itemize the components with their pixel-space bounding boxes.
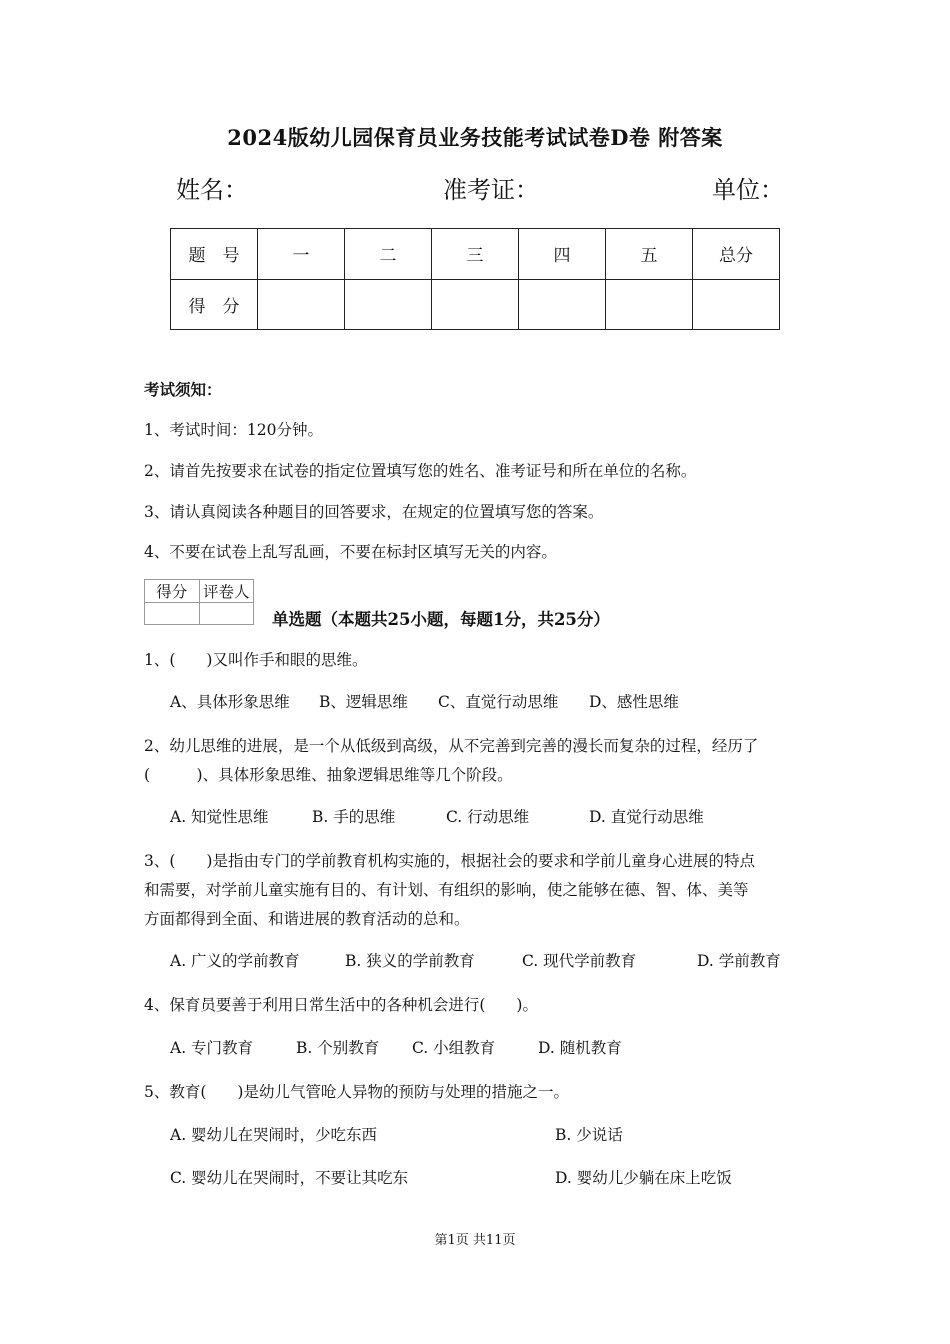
grader-box <box>144 579 254 625</box>
score-table-header-cell: 一 <box>258 229 345 280</box>
notice-item: 4、不要在试卷上乱写乱画，不要在标封区填写无关的内容。 <box>144 543 557 561</box>
option-a[interactable]: A. 专门教育 <box>170 1039 254 1057</box>
option-c[interactable]: C. 行动思维 <box>446 808 530 826</box>
option-d[interactable]: D. 学前教育 <box>697 952 781 970</box>
score-cell[interactable] <box>258 279 345 330</box>
score-cell[interactable] <box>606 279 693 330</box>
section-title: 单选题（本题共25小题，每题1分，共25分） <box>272 610 610 629</box>
option-c[interactable]: C. 现代学前教育 <box>522 952 637 970</box>
option-b[interactable]: B. 手的思维 <box>312 808 396 826</box>
question-text: 3、( )是指由专门的学前教育机构实施的，根据社会的要求和学前儿童身心进展的特点 <box>144 852 755 870</box>
score-table-header-cell: 题 号 <box>171 229 258 280</box>
exam-title: 2024版幼儿园保育员业务技能考试试卷D卷 附答案 <box>227 125 723 150</box>
option-a[interactable]: A. 知觉性思维 <box>170 808 269 826</box>
question-text: 5、教育( )是幼儿气管呛人异物的预防与处理的措施之一。 <box>144 1083 569 1101</box>
question-text: 和需要，对学前儿童实施有目的、有计划、有组织的影响，使之能够在德、智、体、美等 <box>144 881 749 899</box>
option-d[interactable]: D. 婴幼儿少躺在床上吃饭 <box>555 1169 732 1187</box>
option-b[interactable]: B、逻辑思维 <box>319 693 408 711</box>
question-text: 1、( )又叫作手和眼的思维。 <box>144 651 368 669</box>
option-b[interactable]: B. 狭义的学前教育 <box>345 952 475 970</box>
score-cell[interactable] <box>519 279 606 330</box>
score-table-score-row <box>171 279 780 330</box>
notice-heading: 考试须知： <box>144 380 222 399</box>
option-d[interactable]: D. 随机教育 <box>538 1039 622 1057</box>
score-cell[interactable] <box>432 279 519 330</box>
grader-name-label: 评卷人 <box>199 580 254 603</box>
score-table-header-cell: 四 <box>519 229 606 280</box>
option-a[interactable]: A、具体形象思维 <box>170 693 290 711</box>
question-text: 方面都得到全面、和谐进展的教育活动的总和。 <box>144 910 470 928</box>
question-text: 2、幼儿思维的进展，是一个从低级到高级，从不完善到完善的漫长而复杂的过程，经历了 <box>144 737 759 755</box>
score-table <box>170 228 780 330</box>
exam-id-field-label: 准考证： <box>443 176 539 204</box>
score-table-header-cell: 三 <box>432 229 519 280</box>
option-b[interactable]: B. 少说话 <box>555 1126 623 1144</box>
score-table-header-cell: 五 <box>606 229 693 280</box>
grader-score-label: 得分 <box>145 580 200 603</box>
page-footer: 第1页 共11页 <box>434 1233 516 1248</box>
score-table-header-cell: 二 <box>345 229 432 280</box>
score-table-header-cell: 总分 <box>693 229 780 280</box>
option-a[interactable]: A. 婴幼儿在哭闹时，少吃东西 <box>170 1126 378 1144</box>
score-table-row-label: 得 分 <box>171 279 258 330</box>
question-text: 4、保育员要善于利用日常生活中的各种机会进行( )。 <box>144 996 538 1014</box>
question-text: ( )、具体形象思维、抽象逻辑思维等几个阶段。 <box>144 766 513 784</box>
notice-item: 3、请认真阅读各种题目的回答要求，在规定的位置填写您的答案。 <box>144 503 604 521</box>
option-c[interactable]: C. 小组教育 <box>412 1039 496 1057</box>
option-c[interactable]: C. 婴幼儿在哭闹时，不要让其吃东 <box>170 1169 409 1187</box>
option-d[interactable]: D. 直觉行动思维 <box>589 808 704 826</box>
grader-name-cell[interactable] <box>199 603 254 625</box>
unit-field-label: 单位： <box>712 176 784 204</box>
notice-item: 2、请首先按要求在试卷的指定位置填写您的姓名、准考证号和所在单位的名称。 <box>144 462 697 480</box>
option-c[interactable]: C、直觉行动思维 <box>438 693 559 711</box>
option-a[interactable]: A. 广义的学前教育 <box>170 952 300 970</box>
score-cell[interactable] <box>693 279 780 330</box>
option-d[interactable]: D、感性思维 <box>589 693 679 711</box>
score-table-header-row <box>171 229 780 280</box>
notice-item: 1、考试时间：120分钟。 <box>144 421 323 439</box>
name-field-label: 姓名： <box>176 176 248 204</box>
grader-score-cell[interactable] <box>145 603 200 625</box>
option-b[interactable]: B. 个别教育 <box>296 1039 380 1057</box>
score-cell[interactable] <box>345 279 432 330</box>
